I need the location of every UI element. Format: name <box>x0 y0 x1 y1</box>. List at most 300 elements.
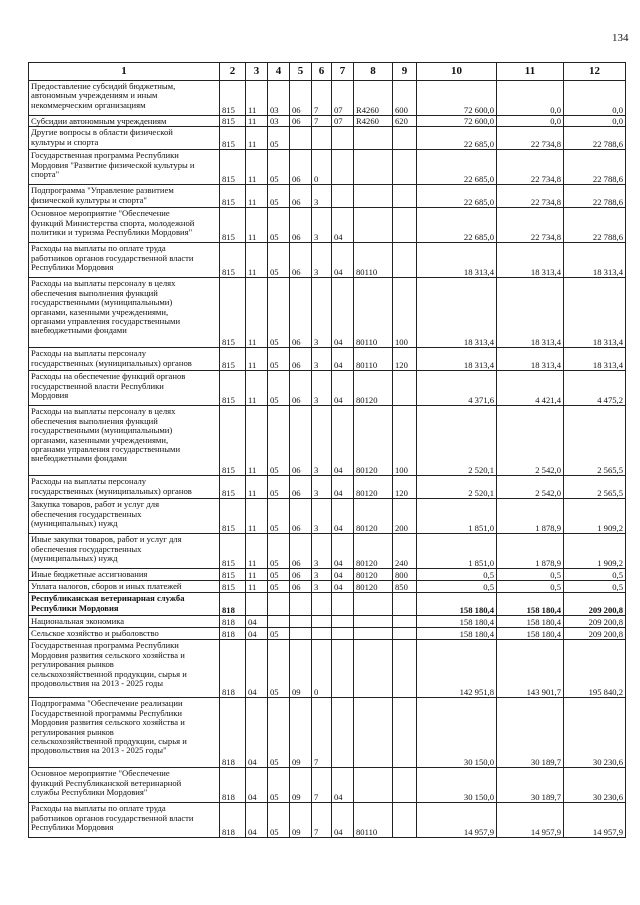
code-cell: 04 <box>332 534 354 569</box>
code-cell: 80110 <box>354 803 393 838</box>
code-cell: 815 <box>220 185 246 208</box>
code-cell <box>290 593 312 616</box>
code-cell: 06 <box>290 569 312 581</box>
code-cell: 815 <box>220 243 246 278</box>
table-row <box>29 348 626 371</box>
table-row <box>29 640 626 698</box>
code-cell: 3 <box>312 499 332 534</box>
code-cell <box>268 616 290 628</box>
amount-cell: 158 180,4 <box>497 616 564 628</box>
amount-cell: 18 313,4 <box>497 348 564 371</box>
code-cell: 0 <box>312 640 332 698</box>
budget-table <box>28 62 626 838</box>
code-cell: 05 <box>268 185 290 208</box>
code-cell: 80110 <box>354 278 393 348</box>
code-cell: 7 <box>312 768 332 803</box>
item-name-cell: Государственная программа Республики Мордовия развития сельского хозяйства и регулирования рынков сельскохозяйственной продукции, сырья и продовольствия на 2013 - 2025 годы <box>29 640 220 698</box>
amount-cell: 143 901,7 <box>497 640 564 698</box>
amount-cell: 22 685,0 <box>417 150 497 185</box>
table-row <box>29 150 626 185</box>
item-name-cell: Субсидии автономным учреждениям <box>29 116 220 127</box>
code-cell: 3 <box>312 243 332 278</box>
amount-cell: 1 851,0 <box>417 534 497 569</box>
code-cell: 05 <box>268 348 290 371</box>
code-cell: 80110 <box>354 243 393 278</box>
code-cell: 06 <box>290 371 312 406</box>
code-cell: 3 <box>312 348 332 371</box>
code-cell <box>354 628 393 640</box>
amount-cell: 2 520,1 <box>417 476 497 499</box>
header-row <box>29 63 626 81</box>
code-cell <box>290 127 312 150</box>
code-cell: 05 <box>268 640 290 698</box>
code-cell: 815 <box>220 581 246 593</box>
header-cell: 10 <box>417 63 497 81</box>
code-cell <box>332 628 354 640</box>
code-cell: 11 <box>246 569 268 581</box>
code-cell: 06 <box>290 348 312 371</box>
amount-cell: 22 734,8 <box>497 185 564 208</box>
code-cell <box>312 127 332 150</box>
code-cell <box>268 593 290 616</box>
header-cell: 7 <box>332 63 354 81</box>
table-row <box>29 768 626 803</box>
code-cell: 03 <box>268 81 290 116</box>
item-name-cell: Другие вопросы в области физической культуры и спорта <box>29 127 220 150</box>
code-cell: 80120 <box>354 569 393 581</box>
code-cell: 3 <box>312 278 332 348</box>
amount-cell: 22 685,0 <box>417 127 497 150</box>
amount-cell: 158 180,4 <box>417 628 497 640</box>
amount-cell: 4 421,4 <box>497 371 564 406</box>
code-cell: 815 <box>220 348 246 371</box>
header-cell: 12 <box>564 63 626 81</box>
amount-cell: 0,5 <box>417 581 497 593</box>
code-cell: 05 <box>268 569 290 581</box>
table-row <box>29 698 626 768</box>
code-cell: 7 <box>312 698 332 768</box>
code-cell: 3 <box>312 406 332 476</box>
code-cell: 06 <box>290 534 312 569</box>
code-cell: 3 <box>312 581 332 593</box>
code-cell: 07 <box>332 116 354 127</box>
amount-cell: 2 542,0 <box>497 406 564 476</box>
code-cell: 06 <box>290 150 312 185</box>
amount-cell: 14 957,9 <box>417 803 497 838</box>
code-cell: 04 <box>332 278 354 348</box>
amount-cell: 18 313,4 <box>564 278 626 348</box>
amount-cell: 18 313,4 <box>497 243 564 278</box>
amount-cell: 1 851,0 <box>417 499 497 534</box>
item-name-cell: Расходы на выплаты персоналу государственных (муниципальных) органов <box>29 348 220 371</box>
code-cell: 815 <box>220 371 246 406</box>
code-cell: 850 <box>393 581 417 593</box>
code-cell: 06 <box>290 208 312 243</box>
code-cell: 815 <box>220 499 246 534</box>
amount-cell: 2 565,5 <box>564 406 626 476</box>
amount-cell: 4 371,6 <box>417 371 497 406</box>
code-cell: 04 <box>246 768 268 803</box>
item-name-cell: Закупка товаров, работ и услуг для обеспечения государственных (муниципальных) нужд <box>29 499 220 534</box>
code-cell: 80120 <box>354 581 393 593</box>
code-cell <box>354 640 393 698</box>
code-cell <box>332 185 354 208</box>
code-cell: 04 <box>332 476 354 499</box>
code-cell: 815 <box>220 81 246 116</box>
amount-cell: 0,0 <box>497 81 564 116</box>
amount-cell: 0,0 <box>564 116 626 127</box>
code-cell <box>312 616 332 628</box>
code-cell <box>393 150 417 185</box>
code-cell: 80110 <box>354 348 393 371</box>
item-name-cell: Республиканская ветеринарная служба Республики Мордовия <box>29 593 220 616</box>
code-cell <box>393 616 417 628</box>
code-cell: 05 <box>268 150 290 185</box>
amount-cell: 18 313,4 <box>564 348 626 371</box>
amount-cell: 0,5 <box>564 581 626 593</box>
item-name-cell: Расходы на выплаты персоналу государственных (муниципальных) органов <box>29 476 220 499</box>
code-cell: 09 <box>290 803 312 838</box>
amount-cell: 1 909,2 <box>564 534 626 569</box>
header-cell: 1 <box>29 63 220 81</box>
page-number: 134 <box>612 32 629 44</box>
code-cell: 06 <box>290 476 312 499</box>
amount-cell: 18 313,4 <box>417 278 497 348</box>
code-cell: R4260 <box>354 81 393 116</box>
code-cell: 11 <box>246 185 268 208</box>
amount-cell: 2 542,0 <box>497 476 564 499</box>
item-name-cell: Основное мероприятие "Обеспечение функций Министерства спорта, молодежной политики и туризма Республики Мордовия" <box>29 208 220 243</box>
code-cell: 05 <box>268 698 290 768</box>
code-cell: 04 <box>332 243 354 278</box>
header-cell: 9 <box>393 63 417 81</box>
code-cell: 05 <box>268 243 290 278</box>
amount-cell: 195 840,2 <box>564 640 626 698</box>
code-cell: 05 <box>268 278 290 348</box>
code-cell: 815 <box>220 476 246 499</box>
code-cell <box>312 593 332 616</box>
code-cell: 05 <box>268 499 290 534</box>
header-cell: 2 <box>220 63 246 81</box>
amount-cell: 158 180,4 <box>417 616 497 628</box>
code-cell: 05 <box>268 208 290 243</box>
table-row <box>29 371 626 406</box>
code-cell: 11 <box>246 581 268 593</box>
amount-cell: 30 189,7 <box>497 698 564 768</box>
amount-cell: 2 520,1 <box>417 406 497 476</box>
code-cell: 3 <box>312 185 332 208</box>
amount-cell: 18 313,4 <box>417 243 497 278</box>
code-cell <box>393 640 417 698</box>
item-name-cell: Расходы на выплаты по оплате труда работников органов государственной власти Республики Мордовия <box>29 803 220 838</box>
code-cell <box>354 127 393 150</box>
amount-cell: 22 734,8 <box>497 150 564 185</box>
code-cell <box>332 127 354 150</box>
code-cell: 06 <box>290 185 312 208</box>
code-cell: 06 <box>290 243 312 278</box>
amount-cell: 0,5 <box>497 581 564 593</box>
code-cell: 815 <box>220 534 246 569</box>
table-row <box>29 406 626 476</box>
code-cell <box>354 593 393 616</box>
amount-cell: 209 200,8 <box>564 593 626 616</box>
table-row <box>29 208 626 243</box>
table-row <box>29 116 626 127</box>
code-cell: 3 <box>312 476 332 499</box>
code-cell: 05 <box>268 476 290 499</box>
item-name-cell: Предоставление субсидий бюджетным, автономным учреждениям и иным некоммерческим организациям <box>29 81 220 116</box>
amount-cell: 14 957,9 <box>564 803 626 838</box>
item-name-cell: Уплата налогов, сборов и иных платежей <box>29 581 220 593</box>
code-cell: 11 <box>246 534 268 569</box>
table-row <box>29 593 626 616</box>
code-cell <box>354 208 393 243</box>
code-cell: 11 <box>246 348 268 371</box>
code-cell: 11 <box>246 208 268 243</box>
code-cell: 815 <box>220 569 246 581</box>
code-cell: 120 <box>393 348 417 371</box>
item-name-cell: Государственная программа Республики Мордовия "Развитие физической культуры и спорта" <box>29 150 220 185</box>
amount-cell: 158 180,4 <box>497 593 564 616</box>
code-cell <box>332 640 354 698</box>
code-cell: 04 <box>332 768 354 803</box>
amount-cell: 0,5 <box>564 569 626 581</box>
code-cell: 600 <box>393 81 417 116</box>
table-body <box>29 81 626 838</box>
code-cell: 04 <box>332 803 354 838</box>
code-cell <box>332 698 354 768</box>
header-cell: 5 <box>290 63 312 81</box>
code-cell: 05 <box>268 127 290 150</box>
item-name-cell: Подпрограмма "Управление развитием физической культуры и спорта" <box>29 185 220 208</box>
code-cell <box>393 593 417 616</box>
amount-cell: 14 957,9 <box>497 803 564 838</box>
code-cell: 815 <box>220 116 246 127</box>
code-cell: 7 <box>312 116 332 127</box>
code-cell: 04 <box>332 348 354 371</box>
header-cell: 4 <box>268 63 290 81</box>
code-cell: 04 <box>246 640 268 698</box>
amount-cell: 30 230,6 <box>564 768 626 803</box>
amount-cell: 2 565,5 <box>564 476 626 499</box>
code-cell: 0 <box>312 150 332 185</box>
code-cell: 80120 <box>354 371 393 406</box>
code-cell: 11 <box>246 476 268 499</box>
code-cell <box>332 593 354 616</box>
code-cell: 06 <box>290 499 312 534</box>
amount-cell: 1 878,9 <box>497 499 564 534</box>
code-cell: 3 <box>312 569 332 581</box>
item-name-cell: Подпрограмма "Обеспечение реализации Государственной программы Республики Мордовия развития сельского хозяйства и регулирования рынков сельскохозяйственной продукции, сырья и продовольствия на 2013 - 2025 годы" <box>29 698 220 768</box>
amount-cell: 158 180,4 <box>497 628 564 640</box>
code-cell: 04 <box>246 803 268 838</box>
code-cell <box>290 616 312 628</box>
code-cell <box>393 185 417 208</box>
code-cell: 11 <box>246 116 268 127</box>
code-cell: 7 <box>312 81 332 116</box>
amount-cell: 158 180,4 <box>417 593 497 616</box>
table-row <box>29 185 626 208</box>
code-cell: 11 <box>246 81 268 116</box>
code-cell: 11 <box>246 127 268 150</box>
code-cell <box>354 616 393 628</box>
code-cell <box>354 768 393 803</box>
code-cell: 620 <box>393 116 417 127</box>
code-cell: 100 <box>393 406 417 476</box>
code-cell <box>393 768 417 803</box>
code-cell <box>354 185 393 208</box>
code-cell: 3 <box>312 371 332 406</box>
code-cell: 11 <box>246 150 268 185</box>
code-cell: 815 <box>220 208 246 243</box>
code-cell: 05 <box>268 768 290 803</box>
table-row <box>29 534 626 569</box>
table-row <box>29 499 626 534</box>
amount-cell: 0,0 <box>497 116 564 127</box>
item-name-cell: Расходы на выплаты по оплате труда работников органов государственной власти Республики Мордовия <box>29 243 220 278</box>
code-cell: 06 <box>290 581 312 593</box>
amount-cell: 22 788,6 <box>564 127 626 150</box>
code-cell: 815 <box>220 406 246 476</box>
amount-cell: 30 230,6 <box>564 698 626 768</box>
code-cell: 11 <box>246 278 268 348</box>
header-cell: 11 <box>497 63 564 81</box>
amount-cell: 18 313,4 <box>417 348 497 371</box>
amount-cell: 22 734,8 <box>497 208 564 243</box>
amount-cell: 22 734,8 <box>497 127 564 150</box>
code-cell: 240 <box>393 534 417 569</box>
code-cell <box>332 616 354 628</box>
code-cell: 80120 <box>354 406 393 476</box>
item-name-cell: Иные закупки товаров, работ и услуг для обеспечения государственных (муниципальных) нужд <box>29 534 220 569</box>
code-cell <box>393 803 417 838</box>
code-cell: 07 <box>332 81 354 116</box>
code-cell: 80120 <box>354 476 393 499</box>
code-cell <box>393 127 417 150</box>
amount-cell: 1 878,9 <box>497 534 564 569</box>
table-row <box>29 476 626 499</box>
code-cell: 100 <box>393 278 417 348</box>
code-cell: 80120 <box>354 534 393 569</box>
table-row <box>29 569 626 581</box>
code-cell: 04 <box>332 581 354 593</box>
code-cell: 815 <box>220 278 246 348</box>
code-cell: 05 <box>268 581 290 593</box>
code-cell: 05 <box>268 628 290 640</box>
code-cell: 120 <box>393 476 417 499</box>
table-row <box>29 581 626 593</box>
code-cell: 815 <box>220 150 246 185</box>
code-cell: 80120 <box>354 499 393 534</box>
code-cell <box>290 628 312 640</box>
table-row <box>29 243 626 278</box>
table-row <box>29 803 626 838</box>
code-cell: 04 <box>332 499 354 534</box>
amount-cell: 30 150,0 <box>417 768 497 803</box>
code-cell: 818 <box>220 698 246 768</box>
amount-cell: 142 951,8 <box>417 640 497 698</box>
item-name-cell: Расходы на выплаты персоналу в целях обеспечения выполнения функций государственными (муниципальными) органами, казенными учреждениями, органами управления государственными внебюджетными фондами <box>29 406 220 476</box>
code-cell: 818 <box>220 593 246 616</box>
table-row <box>29 278 626 348</box>
code-cell <box>393 371 417 406</box>
code-cell: 04 <box>332 208 354 243</box>
code-cell: 11 <box>246 499 268 534</box>
code-cell: 05 <box>268 406 290 476</box>
header-cell: 8 <box>354 63 393 81</box>
code-cell: 3 <box>312 534 332 569</box>
code-cell: 04 <box>332 569 354 581</box>
code-cell: 818 <box>220 616 246 628</box>
amount-cell: 0,5 <box>417 569 497 581</box>
amount-cell: 22 788,6 <box>564 185 626 208</box>
code-cell <box>312 628 332 640</box>
amount-cell: 18 313,4 <box>497 278 564 348</box>
amount-cell: 0,0 <box>564 81 626 116</box>
code-cell: 06 <box>290 116 312 127</box>
code-cell: 11 <box>246 243 268 278</box>
amount-cell: 18 313,4 <box>564 243 626 278</box>
amount-cell: 22 685,0 <box>417 185 497 208</box>
item-name-cell: Национальная экономика <box>29 616 220 628</box>
code-cell <box>246 593 268 616</box>
item-name-cell: Сельское хозяйство и рыболовство <box>29 628 220 640</box>
code-cell: 818 <box>220 768 246 803</box>
code-cell: 09 <box>290 768 312 803</box>
table-row <box>29 628 626 640</box>
code-cell: 09 <box>290 640 312 698</box>
code-cell: 818 <box>220 803 246 838</box>
amount-cell: 72 600,0 <box>417 81 497 116</box>
code-cell: 11 <box>246 406 268 476</box>
code-cell <box>393 208 417 243</box>
code-cell: 05 <box>268 371 290 406</box>
code-cell: 04 <box>246 628 268 640</box>
table-row <box>29 616 626 628</box>
code-cell <box>332 150 354 185</box>
code-cell: 800 <box>393 569 417 581</box>
table-row <box>29 127 626 150</box>
amount-cell: 22 788,6 <box>564 208 626 243</box>
item-name-cell: Расходы на выплаты персоналу в целях обеспечения выполнения функций государственными (муниципальными) органами, казенными учреждениями, органами управления государственными внебюджетными фондами <box>29 278 220 348</box>
code-cell: 06 <box>290 406 312 476</box>
code-cell: 815 <box>220 127 246 150</box>
code-cell: 3 <box>312 208 332 243</box>
code-cell: 11 <box>246 371 268 406</box>
code-cell: 06 <box>290 278 312 348</box>
code-cell: 09 <box>290 698 312 768</box>
code-cell: 04 <box>246 698 268 768</box>
amount-cell: 30 150,0 <box>417 698 497 768</box>
amount-cell: 22 685,0 <box>417 208 497 243</box>
code-cell: 06 <box>290 81 312 116</box>
code-cell: 200 <box>393 499 417 534</box>
code-cell <box>393 698 417 768</box>
item-name-cell: Иные бюджетные ассигнования <box>29 569 220 581</box>
code-cell <box>354 698 393 768</box>
code-cell <box>393 628 417 640</box>
code-cell: 818 <box>220 640 246 698</box>
header-cell: 3 <box>246 63 268 81</box>
code-cell <box>354 150 393 185</box>
amount-cell: 209 200,8 <box>564 616 626 628</box>
code-cell: 04 <box>246 616 268 628</box>
amount-cell: 30 189,7 <box>497 768 564 803</box>
code-cell: 04 <box>332 406 354 476</box>
amount-cell: 72 600,0 <box>417 116 497 127</box>
table-row <box>29 81 626 116</box>
amount-cell: 1 909,2 <box>564 499 626 534</box>
